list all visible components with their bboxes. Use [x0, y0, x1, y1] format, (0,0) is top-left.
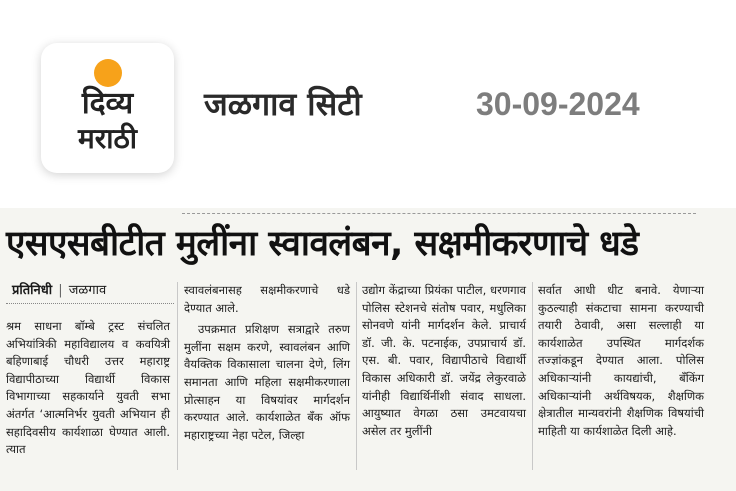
- article-column-2: [184, 282, 350, 444]
- byline-author: प्रतिनिधी: [12, 283, 53, 298]
- article-column-3: [362, 282, 526, 440]
- article-column-1: [6, 318, 170, 459]
- column-2-text-body: उपक्रमात प्रशिक्षण सत्राद्वारे तरुण मुलींना सक्षम करणे, स्वावलंबन आणि वैयक्तिक विकासाला चालना देणे, लिंग समानता आणि महिला सक्षमीकरणाला प्रोत्साहन या विषयांवर मार्गदर्शन करण्यात आले. कार्यशाळेत बँक ऑफ महाराष्ट्रच्या नेहा पटेल, जिल्हा: [184, 322, 350, 442]
- top-divider: [182, 213, 696, 215]
- logo-text-line1: दिव्य: [81, 86, 134, 121]
- column-divider: [532, 282, 533, 470]
- edition-name: जळगाव सिटी: [204, 85, 362, 123]
- column-2-text-intro: स्वावलंबनासह सक्षमीकरणाचे धडे देण्यात आले.: [184, 283, 350, 315]
- article-column-4: [538, 282, 704, 440]
- edition-date: 30-09-2024: [476, 86, 640, 122]
- article-byline: प्रतिनिधी | जळगाव: [12, 283, 107, 298]
- column-divider: [177, 282, 178, 470]
- sun-icon: [94, 59, 122, 87]
- column-3-text: उद्योग केंद्राच्या प्रियंका पाटील, धरणगाव पोलिस स्टेशनचे संतोष पवार, मधुलिका सोनवणे यांनी मार्गदर्शन केले. प्राचार्य डॉ. जी. के. पटनाईक, उपप्राचार्य डॉ. एस. बी. पवार, विद्यापीठाचे विद्यार्थी विकास अधिकारी डॉ. जयेंद्र लेकुरवाळे यांनीही विद्यार्थिनींशी संवाद साधला. आयुष्यात वेगळा ठसा उमटवायचा असेल तर मुलींनी: [362, 283, 526, 438]
- article-headline: एसएसबीटीत मुलींना स्वावलंबन, सक्षमीकरणाचे धडे: [6, 224, 639, 264]
- logo-text-line2: मराठी: [78, 122, 137, 155]
- divya-marathi-logo: [41, 43, 174, 173]
- column-4-text: सर्वात आधी धीट बनावे. येणाऱ्या कुठल्याही संकटाचा सामना करण्याची तयारी ठेवावी, असा सल्लाही या कार्यशाळेत उपस्थित मार्गदर्शक तज्ज्ञांकडून देण्यात आला. पोलिस अधिकाऱ्यांनी कायद्यांची, बँकिंग अधिकाऱ्यांनी अर्थविषयक, शैक्षणिक क्षेत्रातील मान्यवरांनी शैक्षणिक विषयांची माहिती या कार्यशाळेत दिली आहे.: [538, 283, 704, 438]
- byline-city: जळगाव: [68, 283, 107, 298]
- byline-divider: [6, 303, 174, 304]
- column-divider: [356, 282, 357, 470]
- column-1-text: श्रम साधना बॉम्बे ट्रस्ट संचलित अभियांत्रिकी महाविद्यालय व कवयित्री बहिणाबाई चौधरी उत्तर महाराष्ट्र विद्यापीठाच्या विद्यार्थी विकास विभागाच्या सहकार्याने युवती सभा अंतर्गत ‘आत्मनिर्भर युवती अभियान ही सहादिवसीय कार्यशाळा घेण्यात आली. त्यात: [6, 319, 170, 457]
